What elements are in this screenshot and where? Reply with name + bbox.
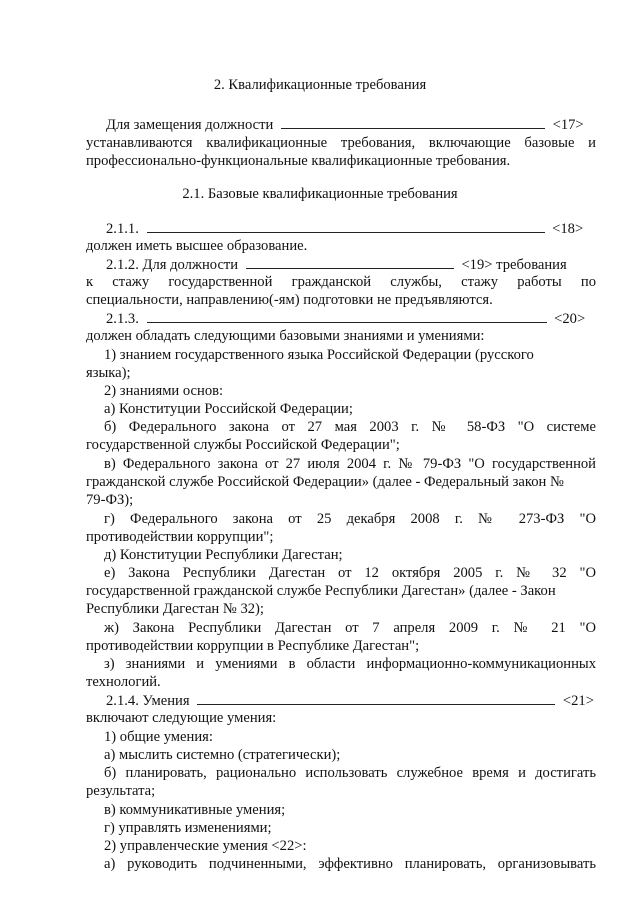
blank-line bbox=[147, 219, 545, 233]
item-zh-line-2: противодействии коррупции в Республике Дагестан"; bbox=[86, 638, 420, 654]
section-title: 2. Квалификационные требования bbox=[213, 77, 427, 93]
footnote-ref-19: <19> требования bbox=[461, 257, 567, 273]
clause-number: 2.1.3. bbox=[106, 311, 139, 327]
item-z-line-2: технологий. bbox=[86, 674, 161, 690]
clause-2-1-3-text: должен обладать следующими базовыми знаниями и умениями: bbox=[86, 328, 485, 344]
item-a: а) Конституции Российской Федерации; bbox=[104, 401, 353, 417]
item-v-line-3: 79-ФЗ); bbox=[86, 492, 134, 508]
item-z-line-1: з) знаниями и умениями в области информационно-коммуникационных bbox=[104, 656, 596, 672]
item-zh-line-1: ж) Закона Республики Дагестан от 7 апреля 2009 г. № 21 "О bbox=[104, 620, 596, 636]
item-e-line-2: государственной гражданской службе Республики Дагестан» (далее - Закон bbox=[86, 583, 556, 599]
item-v-line-2: гражданской службе Российской Федерации» (далее - Федеральный закон № bbox=[86, 474, 564, 490]
blank-line bbox=[197, 691, 555, 705]
item-b-line-1: б) Федерального закона от 27 мая 2003 г. № 58-ФЗ "О системе bbox=[104, 419, 596, 435]
skills-item-b-line-1: б) планировать, рационально использовать служебное время и достигать bbox=[104, 765, 596, 781]
skills-item-1: 1) общие умения: bbox=[104, 729, 213, 745]
item-e-line-1: е) Закона Республики Дагестан от 12 октября 2005 г. № 32 "О bbox=[104, 565, 596, 581]
intro-line-3: профессионально-функциональные квалификационные требования. bbox=[86, 153, 511, 169]
clause-lead: 2.1.2. Для должности bbox=[106, 257, 239, 273]
item-g-line-2: противодействии коррупции"; bbox=[86, 529, 274, 545]
item-1-line-2: языка); bbox=[86, 365, 131, 381]
clause-2-1-4-text: включают следующие умения: bbox=[86, 710, 277, 726]
clause-2-1-2-line-2: к стажу государственной гражданской службы, стажу работы по bbox=[86, 274, 596, 290]
footnote-ref-18: <18> bbox=[552, 221, 584, 237]
position-blank bbox=[281, 115, 545, 129]
skills-item-b-line-2: результата; bbox=[86, 783, 156, 799]
item-1-line-1: 1) знанием государственного языка Российской Федерации (русского bbox=[104, 347, 534, 363]
blank-line bbox=[147, 309, 547, 323]
clause-2-1-1-text: должен иметь высшее образование. bbox=[86, 238, 308, 254]
item-e-line-3: Республики Дагестан № 32); bbox=[86, 601, 264, 617]
item-v-line-1: в) Федерального закона от 27 июля 2004 г. № 79-ФЗ "О государственной bbox=[104, 456, 596, 472]
clause-2-1-2-line-3: специальности, направлению(-ям) подготовки не предъявляются. bbox=[86, 292, 493, 308]
skills-item-v: в) коммуникативные умения; bbox=[104, 802, 286, 818]
intro-line-2: устанавливаются квалификационные требования, включающие базовые и bbox=[86, 135, 596, 151]
footnote-ref-21: <21> bbox=[562, 693, 594, 709]
blank-line bbox=[246, 255, 454, 269]
clause-2-1-3 bbox=[106, 309, 585, 328]
clause-2-1-2 bbox=[106, 255, 567, 274]
footnote-ref-17: <17> bbox=[552, 117, 584, 133]
item-b-line-2: государственной службы Российской Федерации"; bbox=[86, 437, 400, 453]
clause-2-1-1 bbox=[106, 219, 583, 238]
skills-item-a2: а) руководить подчиненными, эффективно планировать, организовывать bbox=[104, 856, 596, 872]
item-2: 2) знаниями основ: bbox=[104, 383, 224, 399]
intro-line-1 bbox=[106, 115, 584, 134]
clause-2-1-4 bbox=[106, 691, 594, 710]
item-g-line-1: г) Федерального закона от 25 декабря 2008 г. № 273-ФЗ "О bbox=[104, 511, 596, 527]
footnote-ref-20: <20> bbox=[554, 311, 586, 327]
skills-item-2: 2) управленческие умения <22>: bbox=[104, 838, 307, 854]
intro-lead: Для замещения должности bbox=[106, 117, 274, 133]
subsection-title: 2.1. Базовые квалификационные требования bbox=[182, 186, 458, 202]
skills-item-g: г) управлять изменениями; bbox=[104, 820, 272, 836]
clause-lead: 2.1.4. Умения bbox=[106, 693, 190, 709]
skills-item-a: а) мыслить системно (стратегически); bbox=[104, 747, 341, 763]
clause-number: 2.1.1. bbox=[106, 221, 139, 237]
item-d: д) Конституции Республики Дагестан; bbox=[104, 547, 343, 563]
